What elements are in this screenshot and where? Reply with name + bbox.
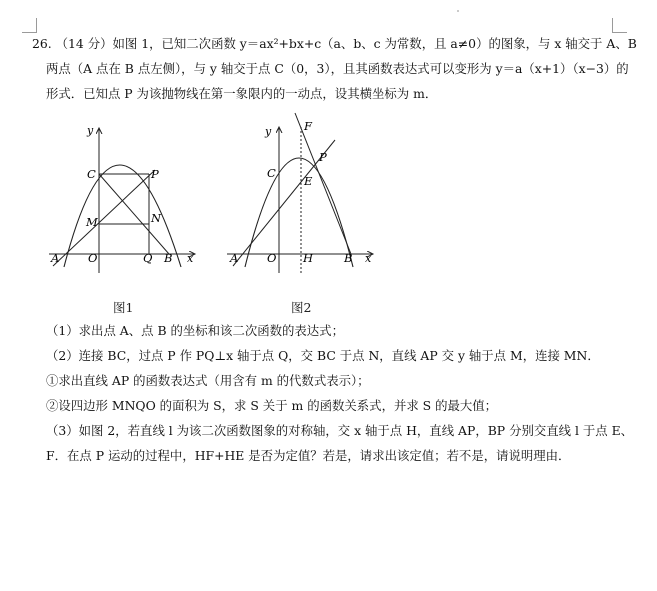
label-c: C xyxy=(87,167,96,181)
label-p: P xyxy=(151,167,159,181)
part-3-line-2: F．在点 P 运动的过程中，HF+HE 是否为定值？若是，请求出该定值；若不是，请说明理由． xyxy=(46,448,571,463)
figure-2-diagram xyxy=(225,105,385,280)
label-n: N xyxy=(151,211,162,225)
part-2-sub-2: ②设四边形 MNQO 的面积为 S，求 S 关于 m 的函数关系式，并求 S 的最大值； xyxy=(46,398,498,413)
label-b: B xyxy=(344,251,353,265)
label-f: F xyxy=(304,119,312,133)
label-x: x xyxy=(187,252,194,265)
figure-1-diagram xyxy=(45,118,205,278)
label-q: Q xyxy=(143,251,153,265)
question-line-3: 形式．已知点 P 为该抛物线在第一象限内的一动点，设其横坐标为 m． xyxy=(46,86,438,101)
label-e: E xyxy=(304,174,313,188)
label-h: H xyxy=(303,251,314,265)
part-3-line-1: （3）如图 2，若直线 l 为该二次函数图象的对称轴，交 x 轴于点 H，直线 AP，BP 分别交直线 l 于点 E、 xyxy=(46,423,634,438)
label-c: C xyxy=(267,166,276,180)
label-y: y xyxy=(265,125,272,138)
question-line-2: 两点（A 点在 B 点左侧），与 y 轴交于点 C（0，3），且其函数表达式可以变形为 y＝a（x+1）（x−3）的 xyxy=(46,61,629,76)
label-a: A xyxy=(51,251,60,265)
part-2-sub-1: ①求出直线 AP 的函数表达式（用含有 m 的代数式表示）； xyxy=(46,373,370,388)
part-2: （2）连接 BC，过点 P 作 PQ⊥x 轴于点 Q，交 BC 于点 N，直线 AP 交 y 轴于点 M，连接 MN． xyxy=(46,348,600,363)
label-o: O xyxy=(267,251,277,265)
part-1: （1）求出点 A、点 B 的坐标和该二次函数的表达式； xyxy=(46,323,344,338)
label-b: B xyxy=(164,251,173,265)
question-line-1: 26. （14 分）如图 1，已知二次函数 y＝ax²+bx+c（a、b、c 为常数，且 a≠0）的图象，与 x 轴交于 A、B xyxy=(32,36,637,51)
label-p: P xyxy=(319,150,327,164)
label-x: x xyxy=(365,252,372,265)
label-m: M xyxy=(86,215,98,229)
parabola xyxy=(245,158,353,267)
figure-1-caption: 图1 xyxy=(113,300,134,315)
label-o: O xyxy=(88,251,98,265)
figure-2-caption: 图2 xyxy=(291,300,312,315)
page-dot xyxy=(457,10,459,12)
label-a: A xyxy=(230,251,239,265)
label-y: y xyxy=(87,124,94,137)
line-ap xyxy=(53,170,155,266)
